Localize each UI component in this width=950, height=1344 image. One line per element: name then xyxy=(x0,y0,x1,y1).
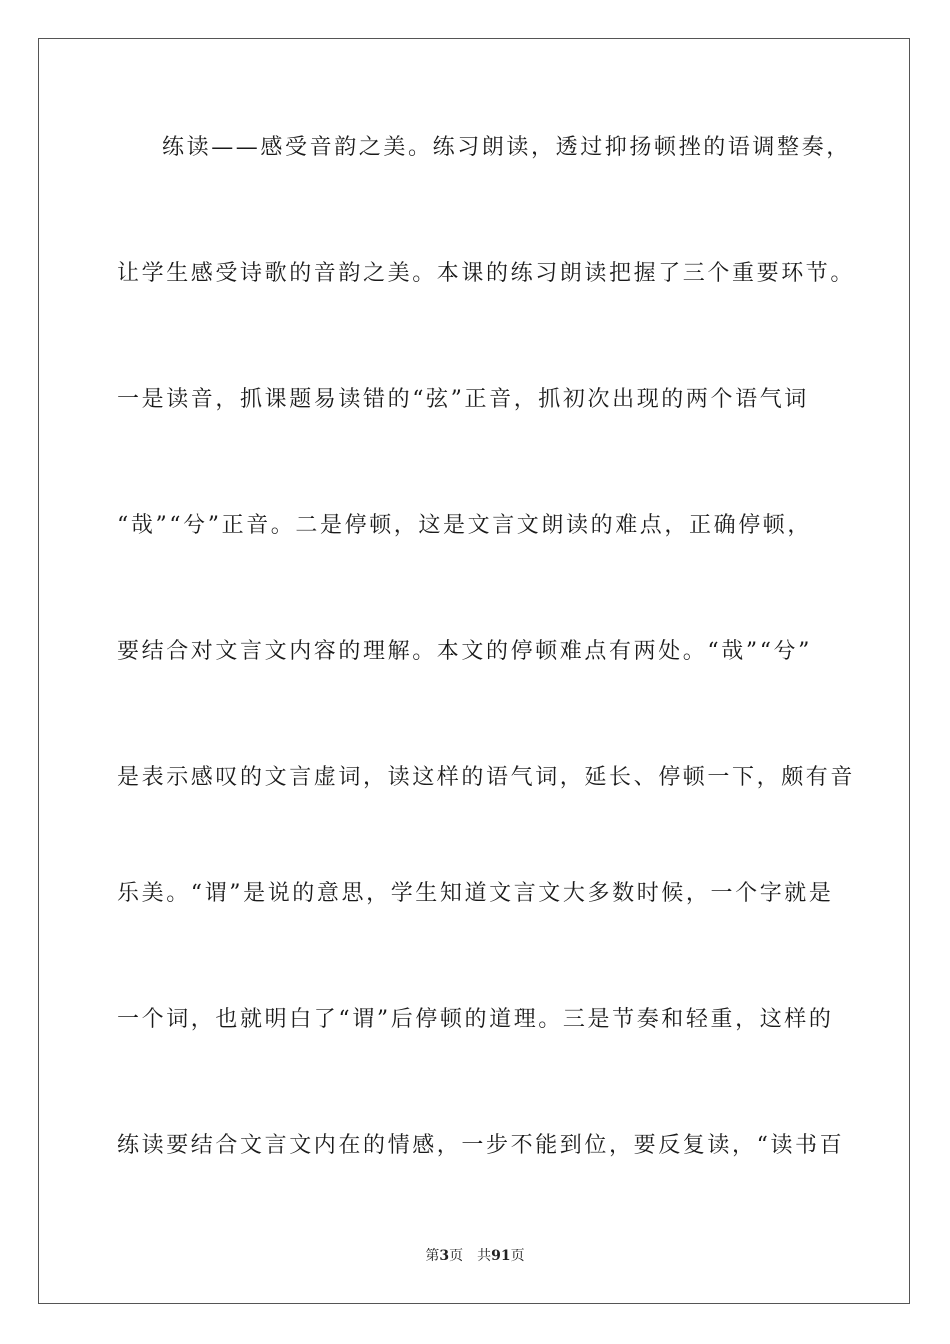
text-line-5: 要结合对文言文内容的理解。本文的停顿难点有两处。“哉”“兮” xyxy=(117,639,812,664)
text-line-6: 是表示感叹的文言虚词，读这样的语气词，延长、停顿一下，颇有音 xyxy=(117,765,856,790)
text-line-2: 让学生感受诗歌的音韵之美。本课的练习朗读把握了三个重要环节。 xyxy=(117,261,856,286)
total-suffix: 页 xyxy=(510,1248,525,1264)
text-line-3: 一是读音，抓课题易读错的“弦”正音，抓初次出现的两个语气词 xyxy=(117,387,809,412)
text-line-9: 练读要结合文言文内在的情感，一步不能到位，要反复读，“读书百 xyxy=(117,1133,845,1158)
page-suffix: 页 xyxy=(449,1248,464,1264)
text-line-1: 练读——感受音韵之美。练习朗读，透过抑扬顿挫的语调整奏， xyxy=(162,135,851,160)
total-prefix: 共 xyxy=(477,1248,492,1264)
total-pages: 91 xyxy=(491,1248,511,1264)
text-line-4: “哉”“兮”正音。二是停顿，这是文言文朗读的难点，正确停顿， xyxy=(117,513,812,538)
text-line-8: 一个词，也就明白了“谓”后停顿的道理。三是节奏和轻重，这样的 xyxy=(117,1007,834,1032)
page-footer xyxy=(0,1246,950,1266)
page-prefix: 第 xyxy=(425,1248,440,1264)
text-line-7: 乐美。“谓”是说的意思，学生知道文言文大多数时候，一个字就是 xyxy=(117,881,834,906)
page-number: 3 xyxy=(439,1248,450,1264)
